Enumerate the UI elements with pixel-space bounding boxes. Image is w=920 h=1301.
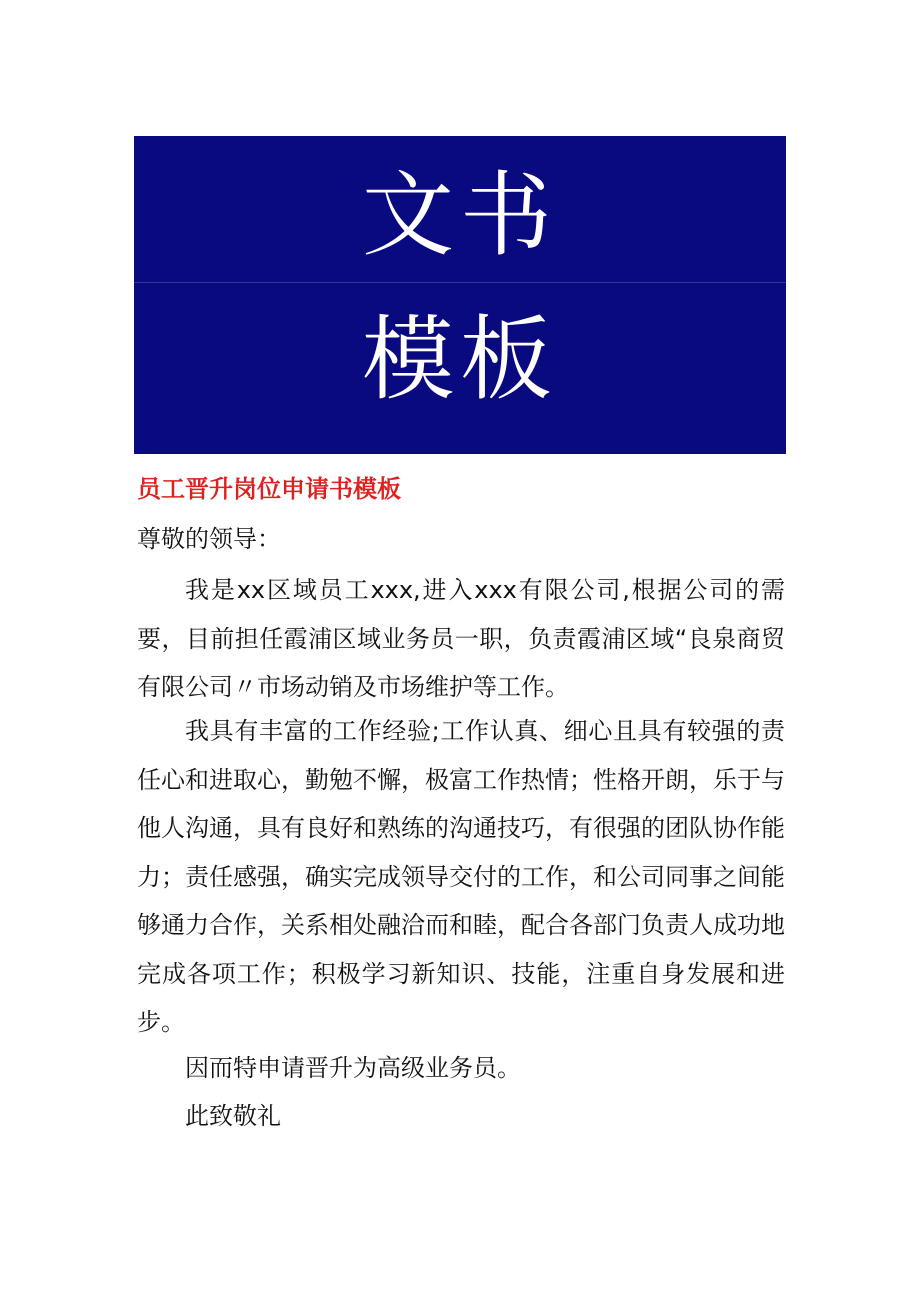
cover-divider: [134, 282, 786, 283]
cover-title-line-2: 模板: [361, 306, 558, 413]
paragraph-request: 因而特申请晋升为高级业务员。: [185, 1054, 521, 1082]
closing-salute: 此致敬礼: [185, 1102, 281, 1130]
paragraph-qualifications: 我具有丰富的工作经验;工作认真、细心且具有较强的责任心和进取心，勤勉不懈，极富工作热情；性格开朗，乐于与他人沟通，具有良好和熟练的沟通技巧，有很强的团队协作能力；责任感强，确实完成领导交付的工作，和公司同事之间能够通力合作，关系相处融洽而和睦，配合各部门负责人成功地完成各项工作；积极学习新知识、技能，注重自身发展和进步。: [137, 717, 785, 1036]
document-title: 员工晋升岗位申请书模板: [137, 475, 401, 503]
cover-title-line-1: 文书: [361, 162, 558, 269]
salutation: 尊敬的领导：: [137, 525, 281, 553]
cover-banner: [134, 136, 786, 454]
paragraph-introduction: 我是xx区域员工xxx,进入xxx有限公司,根据公司的需要，目前担任霞浦区域业务员一职，负责霞浦区域“良泉商贸有限公司〃市场动销及市场维护等工作。: [137, 576, 785, 701]
